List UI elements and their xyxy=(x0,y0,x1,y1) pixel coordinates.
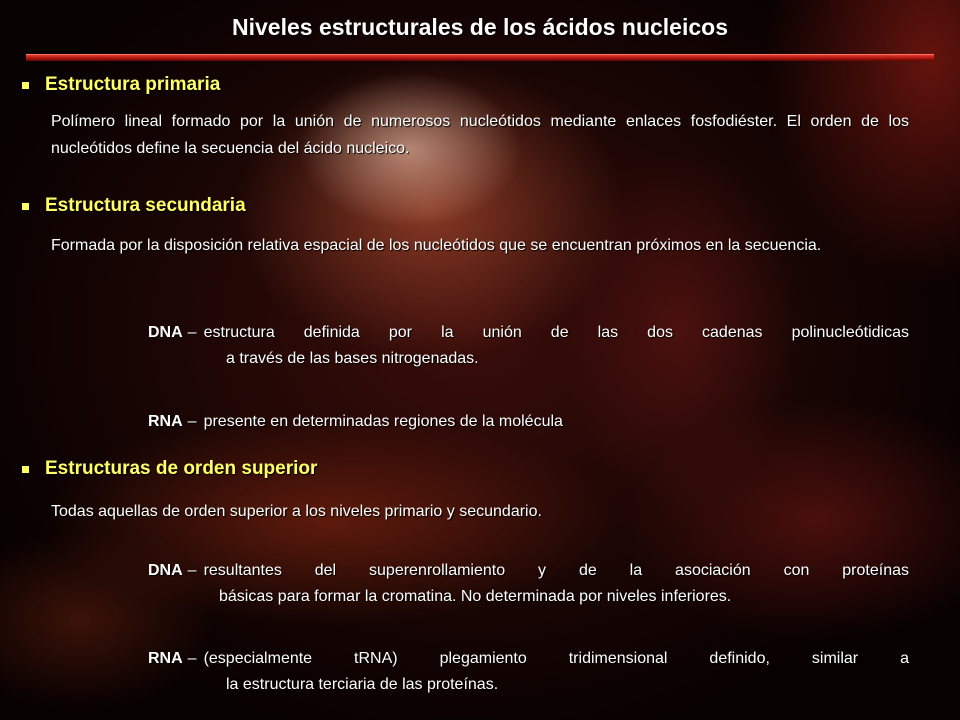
item-label: RNA xyxy=(148,413,183,430)
item-text: estructura definida por la unión de las dos cadenas polinucleótidicas xyxy=(203,324,909,341)
item-dash: – xyxy=(187,650,197,667)
item-label: RNA xyxy=(148,650,183,667)
higher-order-dna-item xyxy=(148,558,909,610)
heading-text: Estructuras de orden superior xyxy=(45,458,318,479)
item-text: resultantes del superenrollamiento y de la asociación con proteínas xyxy=(203,562,909,579)
secondary-rna-item xyxy=(148,409,909,435)
item-text-continued: básicas para formar la cromatina. No determinada por niveles inferiores. xyxy=(219,588,732,605)
item-text-continued: la estructura terciaria de las proteínas. xyxy=(226,676,499,693)
item-label: DNA xyxy=(148,562,183,579)
heading-estructura-primaria xyxy=(22,74,220,96)
item-label: DNA xyxy=(148,324,183,341)
item-dash: – xyxy=(187,324,197,341)
square-bullet-icon xyxy=(22,203,29,210)
heading-estructuras-orden-superior xyxy=(22,458,317,480)
higher-order-rna-item xyxy=(148,646,909,698)
heading-estructura-secundaria xyxy=(22,195,246,217)
item-text-continued: a través de las bases nitrogenadas. xyxy=(226,350,479,367)
square-bullet-icon xyxy=(22,82,29,89)
heading-text: Estructura secundaria xyxy=(45,195,246,216)
item-text: presente en determinadas regiones de la molécula xyxy=(203,413,563,430)
item-text: (especialmente tRNA) plegamiento tridimensional definido, similar a xyxy=(203,650,909,667)
heading-text: Estructura primaria xyxy=(45,74,221,95)
title-divider xyxy=(26,54,934,61)
secondary-dna-item xyxy=(148,320,909,372)
item-dash: – xyxy=(187,413,197,430)
paragraph-estructura-secundaria: Formada por la disposición relativa espacial de los nucleótidos que se encuentran próximos en la secuencia. xyxy=(51,237,822,254)
square-bullet-icon xyxy=(22,466,29,473)
item-dash: – xyxy=(187,562,197,579)
slide-title: Niveles estructurales de los ácidos nucleicos xyxy=(232,14,728,40)
paragraph-estructura-primaria: Polímero lineal formado por la unión de numerosos nucleótidos mediante enlaces fosfodiéster. El orden de los nucleótidos define la secuencia del ácido nucleico. xyxy=(51,113,909,157)
paragraph-estructuras-orden-superior: Todas aquellas de orden superior a los niveles primario y secundario. xyxy=(51,503,542,520)
